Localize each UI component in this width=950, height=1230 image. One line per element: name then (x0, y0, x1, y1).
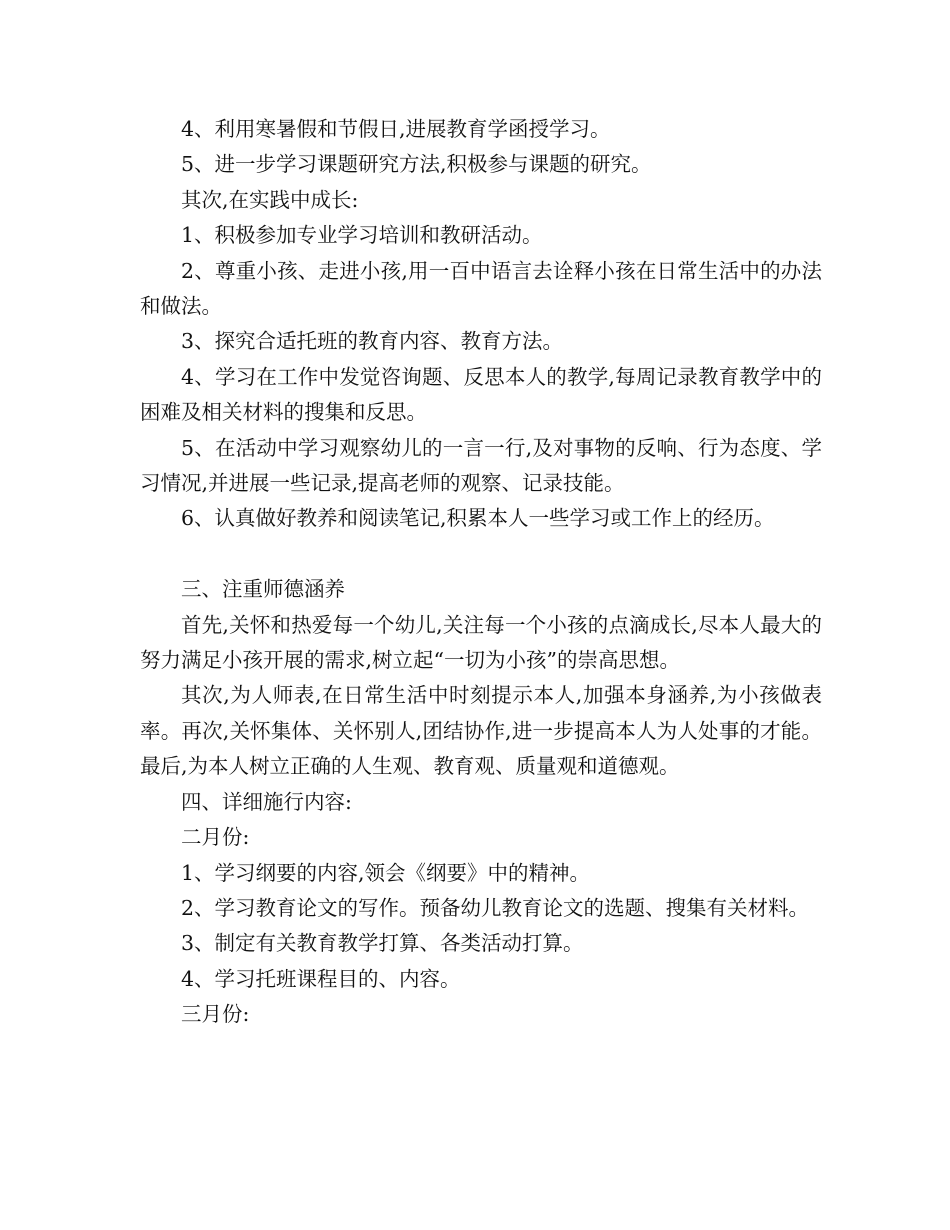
paragraph-feb-item-1: 1、学习纲要的内容,领会《纲要》中的精神。 (181, 860, 591, 885)
paragraph-practice-item-1: 1、积极参加专业学习培训和教研活动。 (181, 223, 543, 248)
paragraph-feb-item-3: 3、制定有关教育教学打算、各类活动打算。 (181, 931, 584, 956)
paragraph-ethics-first: 首先,关怀和热爱每一个幼儿,关注每一个小孩的点滴成长,尽本人最大的努力满足小孩开展的需求,树立起“一切为小孩”的崇高思想。 (140, 612, 822, 673)
paragraph-feb-item-2: 2、学习教育论文的写作。预备幼儿教育论文的选题、搜集有关材料。 (181, 895, 810, 920)
paragraph-spacer (140, 537, 822, 572)
paragraph-practice-item-4: 4、学习在工作中发觉咨询题、反思本人的教学,每周记录教育教学中的困难及相关材料的搜集和反思。 (140, 364, 822, 425)
paragraph-practice-item-5: 5、在活动中学习观察幼儿的一言一行,及对事物的反响、行为态度、学习情况,并进展一些记录,提高老师的观察、记录技能。 (140, 435, 822, 496)
month-heading-february: 二月份: (181, 825, 250, 850)
paragraph-grow-in-practice: 其次,在实践中成长: (181, 187, 359, 212)
paragraph-practice-item-2: 2、尊重小孩、走进小孩,用一百中语言去诠释小孩在日常生活中的办法和做法。 (140, 258, 822, 319)
paragraph-practice-item-6: 6、认真做好教养和阅读笔记,积累本人一些学习或工作上的经历。 (181, 506, 775, 531)
section-heading-ethics: 三、注重师德涵养 (181, 577, 345, 602)
section-heading-implementation: 四、详细施行内容: (181, 789, 352, 814)
paragraph-item-5-research-methods: 5、进一步学习课题研究方法,积极参与课题的研究。 (181, 152, 652, 177)
paragraph-ethics-second: 其次,为人师表,在日常生活中时刻提示本人,加强本身涵养,为小孩做表率。再次,关怀集体、关怀别人,团结协作,进一步提高本人为人处事的才能。最后,为本人树立正确的人生观、教育观、质量观和道德观。 (140, 683, 822, 779)
month-heading-march: 三月份: (181, 1002, 250, 1027)
document-body (140, 112, 822, 1033)
paragraph-feb-item-4: 4、学习托班课程目的、内容。 (181, 966, 461, 991)
paragraph-item-4-winter-summer-study: 4、利用寒暑假和节假日,进展教育学函授学习。 (181, 117, 611, 141)
paragraph-practice-item-3: 3、探究合适托班的教育内容、教育方法。 (181, 329, 564, 354)
